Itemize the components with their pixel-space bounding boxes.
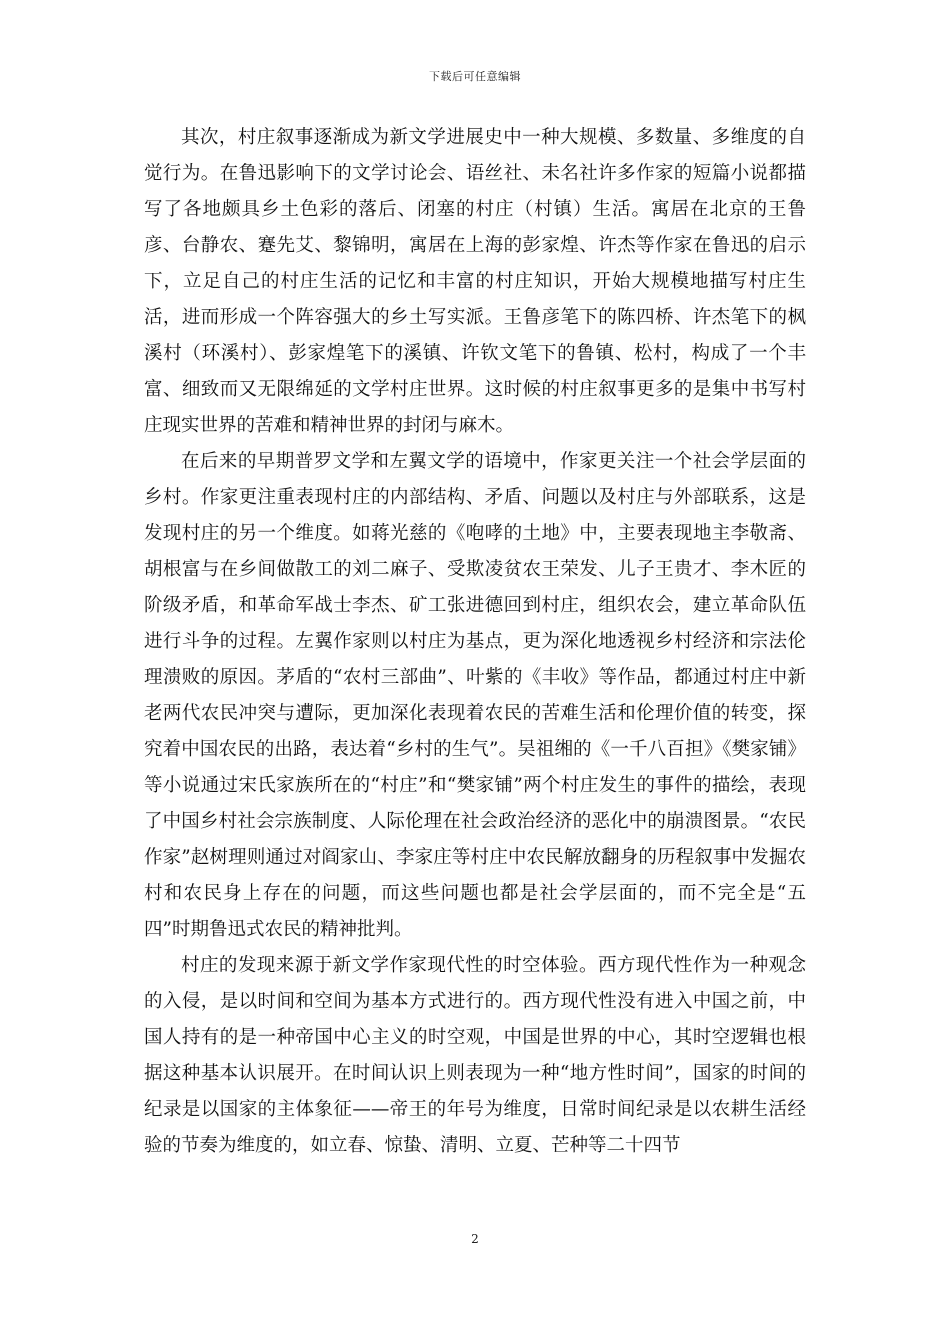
paragraph-3: 村庄的发现来源于新文学作家现代性的时空体验。西方现代性作为一种观念的入侵，是以时间和空间为基本方式进行的。西方现代性没有进入中国之前，中国人持有的是一种帝国中心主义的时空观，中国是世界的中心，其时空逻辑也根据这种基本认识展开。在时间认识上则表现为一种“地方性时间”，国家的时间的纪录是以国家的主体象征——帝王的年号为维度，日常时间纪录是以农耕生活经验的节奏为维度的，如立春、惊蛰、清明、立夏、芒种等二十四节 xyxy=(144,955,806,1156)
body-text xyxy=(144,120,806,1164)
paragraph-1: 其次，村庄叙事逐渐成为新文学进展史中一种大规模、多数量、多维度的自觉行为。在鲁迅影响下的文学讨论会、语丝社、未名社许多作家的短篇小说都描写了各地颇具乡土色彩的落后、闭塞的村庄（村镇）生活。寓居在北京的王鲁彦、台静农、蹇先艾、黎锦明，寓居在上海的彭家煌、许杰等作家在鲁迅的启示下，立足自己的村庄生活的记忆和丰富的村庄知识，开始大规模地描写村庄生活，进而形成一个阵容强大的乡土写实派。王鲁彦笔下的陈四桥、许杰笔下的枫溪村（环溪村）、彭家煌笔下的溪镇、许钦文笔下的鲁镇、松村，构成了一个丰富、细致而又无限绵延的文学村庄世界。这时候的村庄叙事更多的是集中书写村庄现实世界的苦难和精神世界的封闭与麻木。 xyxy=(144,127,806,436)
paragraph-2: 在后来的早期普罗文学和左翼文学的语境中，作家更关注一个社会学层面的乡村。作家更注重表现村庄的内部结构、矛盾、问题以及村庄与外部联系，这是发现村庄的另一个维度。如蒋光慈的《咆哮的土地》中，主要表现地主李敬斋、胡根富与在乡间做散工的刘二麻子、受欺凌贫农王荣发、儿子王贵才、李木匠的阶级矛盾，和革命军战士李杰、矿工张进德回到村庄，组织农会，建立革命队伍进行斗争的过程。左翼作家则以村庄为基点，更为深化地透视乡村经济和宗法伦理溃败的原因。茅盾的“农村三部曲”、叶紫的《丰收》等作品，都通过村庄中新老两代农民冲突与遭际，更加深化表现着农民的苦难生活和伦理价值的转变，探究着中国农民的出路，表达着“乡村的生气”。吴祖缃的《一千八百担》《樊家铺》等小说通过宋氏家族所在的“村庄”和“樊家铺”两个村庄发生的事件的描绘，表现了中国乡村社会宗族制度、人际伦理在社会政治经济的恶化中的崩溃图景。“农民作家”赵树理则通过对阎家山、李家庄等村庄中农民解放翻身的历程叙事中发掘农村和农民身上存在的问题，而这些问题也都是社会学层面的，而不完全是“五四”时期鲁迅式农民的精神批判。 xyxy=(144,451,806,940)
page-header: 下载后可任意编辑 xyxy=(429,70,521,83)
page-number: 2 xyxy=(471,1232,479,1246)
